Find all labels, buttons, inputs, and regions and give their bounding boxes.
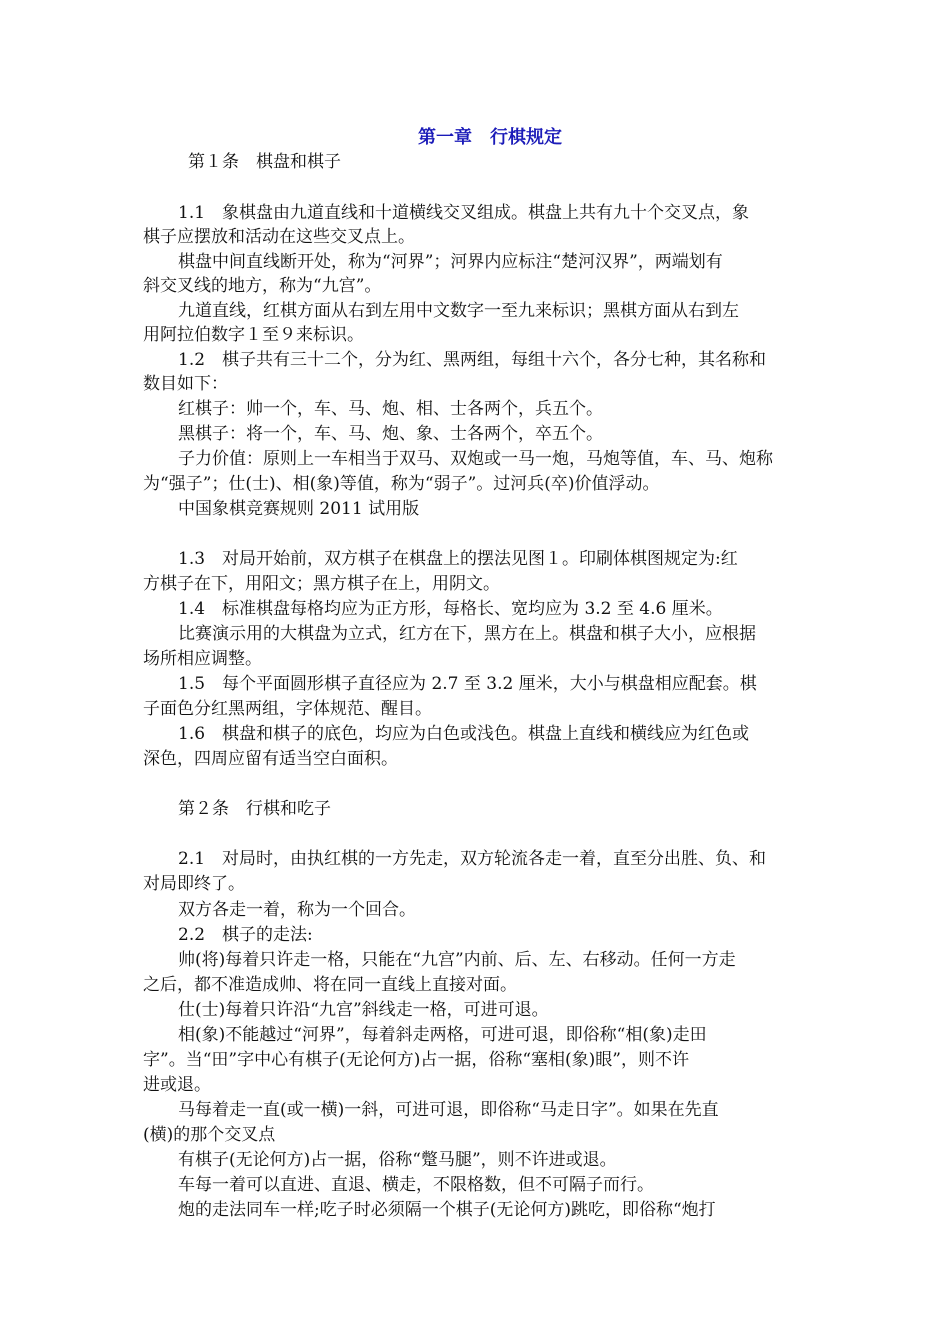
paragraph-line: 字”。当“田”字中心有棋子(无论何方)占一据，俗称“塞相(象)眼”，则不许 — [143, 1050, 689, 1070]
paragraph-line: 场所相应调整。 — [143, 649, 262, 669]
paragraph-line: 进或退。 — [143, 1075, 211, 1095]
paragraph-line: 子力价值：原则上一车相当于双马、双炮或一马一炮，马炮等值，车、马、炮称 — [178, 449, 773, 469]
paragraph-line: 棋子应摆放和活动在这些交叉点上。 — [143, 227, 415, 247]
paragraph-line: 马每着走一直(或一横)一斜，可进可退，即俗称“马走日字”。如果在先直 — [178, 1100, 719, 1120]
paragraph-line: 1.4 标准棋盘每格均应为正方形，每格长、宽均应为 3.2 至 4.6 厘米。 — [178, 599, 723, 619]
paragraph-line: 帅(将)每着只许走一格，只能在“九宫”内前、后、左、右移动。任何一方走 — [178, 950, 736, 970]
paragraph-line: 炮的走法同车一样;吃子时必须隔一个棋子(无论何方)跳吃，即俗称“炮打 — [178, 1200, 716, 1220]
paragraph-line: 相(象)不能越过“河界”，每着斜走两格，可进可退，即俗称“相(象)走田 — [178, 1025, 707, 1045]
paragraph-line: 棋盘中间直线断开处，称为“河界”；河界内应标注“楚河汉界”，两端划有 — [178, 252, 723, 272]
paragraph-line: 1.1 象棋盘由九道直线和十道横线交叉组成。棋盘上共有九十个交叉点，象 — [178, 203, 750, 223]
paragraph-line: 数目如下： — [143, 374, 228, 394]
paragraph-line: 方棋子在下，用阳文；黑方棋子在上，用阴文。 — [143, 574, 500, 594]
paragraph-line: (横)的那个交叉点 — [143, 1125, 276, 1145]
article-1-heading: 第１条 棋盘和棋子 — [188, 152, 341, 172]
paragraph-line: 2.1 对局时，由执红棋的一方先走，双方轮流各走一着，直至分出胜、负、和 — [178, 849, 767, 869]
paragraph-line: 对局即终了。 — [143, 874, 245, 894]
paragraph-line: 1.2 棋子共有三十二个，分为红、黑两组，每组十六个，各分七种，其名称和 — [178, 350, 767, 370]
paragraph-line: 深色，四周应留有适当空白面积。 — [143, 749, 398, 769]
paragraph-line: 黑棋子：将一个，车、马、炮、象、士各两个，卒五个。 — [178, 424, 603, 444]
chapter-title: 第一章 行棋规定 — [418, 127, 562, 148]
paragraph-line: 斜交叉线的地方，称为“九宫”。 — [143, 276, 382, 296]
paragraph-line: 双方各走一着，称为一个回合。 — [178, 900, 416, 920]
paragraph-line: 车每一着可以直进、直退、横走，不限格数，但不可隔子而行。 — [178, 1175, 654, 1195]
paragraph-line: 之后，都不准造成帅、将在同一直线上直接对面。 — [143, 975, 517, 995]
paragraph-line: 2.2 棋子的走法: — [178, 925, 313, 945]
paragraph-line: 九道直线，红棋方面从右到左用中文数字一至九来标识；黑棋方面从右到左 — [178, 301, 739, 321]
paragraph-line: 1.5 每个平面圆形棋子直径应为 2.7 至 3.2 厘米，大小与棋盘相应配套。棋 — [178, 674, 757, 694]
paragraph-line: 仕(士)每着只许沿“九宫”斜线走一格，可进可退。 — [178, 1000, 549, 1020]
paragraph-line: 为“强子”；仕(士)、相(象)等值，称为“弱子”。过河兵(卒)价值浮动。 — [143, 474, 660, 494]
paragraph-line: 用阿拉伯数字１至９来标识。 — [143, 325, 364, 345]
paragraph-line: 1.3 对局开始前，双方棋子在棋盘上的摆法见图１。印刷体棋图规定为:红 — [178, 549, 738, 569]
paragraph-line: 有棋子(无论何方)占一据，俗称“蹩马腿”，则不许进或退。 — [178, 1150, 617, 1170]
paragraph-line: 比赛演示用的大棋盘为立式，红方在下，黑方在上。棋盘和棋子大小，应根据 — [178, 624, 756, 644]
paragraph-line: 1.6 棋盘和棋子的底色，均应为白色或浅色。棋盘上直线和横线应为红色或 — [178, 724, 750, 744]
paragraph-line: 子面色分红黑两组，字体规范、醒目。 — [143, 699, 432, 719]
running-footer: 中国象棋竞赛规则 2011 试用版 — [178, 499, 420, 519]
paragraph-line: 红棋子：帅一个，车、马、炮、相、士各两个，兵五个。 — [178, 399, 603, 419]
article-2-heading: 第２条 行棋和吃子 — [178, 799, 331, 819]
